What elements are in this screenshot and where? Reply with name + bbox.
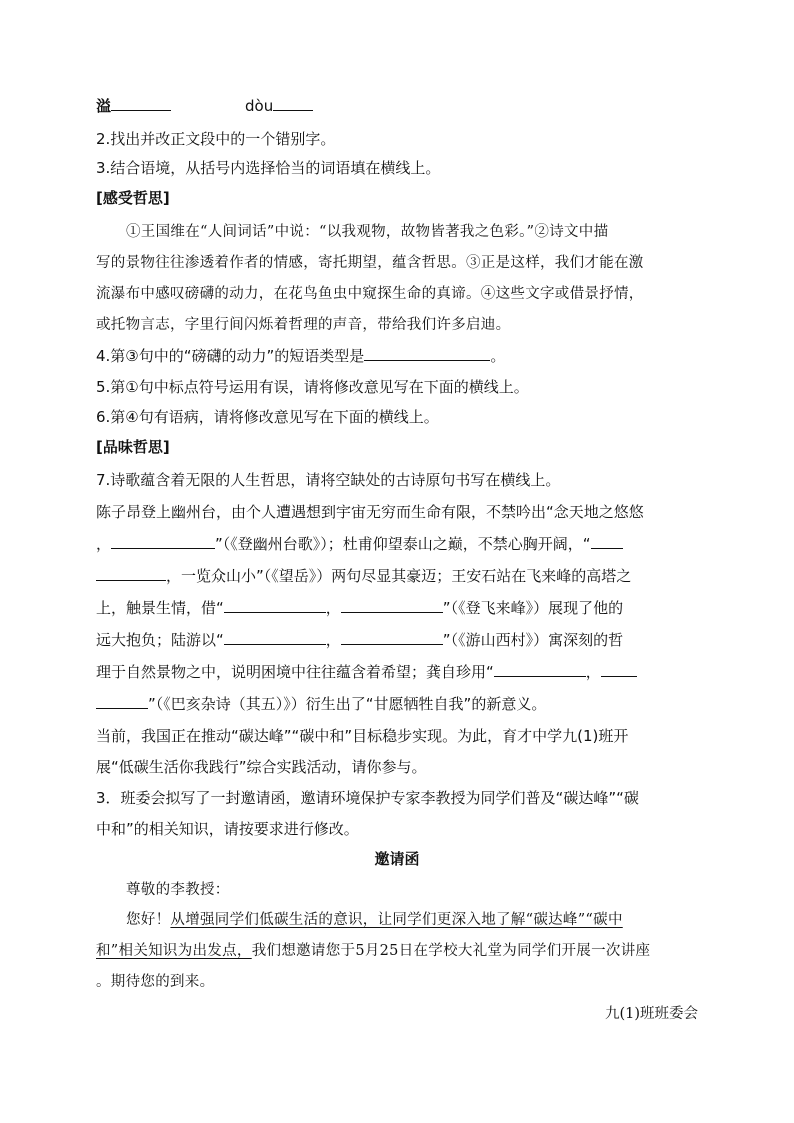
- poem-text: ，: [325, 631, 341, 649]
- letter-underlined-text: 从增强同学们低碳生活的意识，让同学们更深入地了解“碳达峰”“碳中: [170, 912, 623, 928]
- poem-line: [96, 694, 546, 714]
- letter-underlined-text: 和”相关知识为出发点，: [96, 943, 252, 959]
- letter-body-line: 。期待您的到来。: [96, 974, 215, 990]
- passage-line: 或托物言志，字里行间闪烁着哲理的声音，带给我们许多启迪。: [96, 317, 511, 333]
- poem-line: [96, 598, 623, 618]
- letter-text: 我们想邀请您于5月25日在学校大礼堂为同学们开展一次讲座: [251, 943, 651, 959]
- poem-text: 理于自然景物之中，说明困境中往往蕴含着希望；龚自珍用“: [96, 663, 494, 681]
- question-2: 2.找出并改正文段中的一个错别字。: [96, 130, 336, 148]
- poem-text: ”（《登飞来峰》）展现了他的: [442, 599, 624, 617]
- context-line: 当前，我国正在推动“碳达峰”“碳中和”目标稳步实现。为此，育才中学九(1)班开: [96, 727, 629, 745]
- poem-text: 上，触景生情，借“: [96, 599, 224, 617]
- char-answer-blank[interactable]: [111, 96, 171, 111]
- question-4-blank[interactable]: [364, 346, 490, 361]
- question-4-end: 。: [490, 347, 506, 365]
- section-title-feel: [感受哲思]: [96, 189, 170, 207]
- poem-text: ，: [325, 599, 341, 617]
- question-5: 5.第①句中标点符号运用有误，请将修改意见写在下面的横线上。: [96, 378, 529, 396]
- pinyin-answer-blank[interactable]: [273, 96, 313, 111]
- passage-line: ①王国维在“人间词话”中说：“以我观物，故物皆著我之色彩。”②诗文中描: [126, 224, 609, 240]
- context-line: 展“低碳生活你我践行”综合实践活动，请你参与。: [96, 758, 427, 776]
- question-3: 3.结合语境，从括号内选择恰当的词语填在横线上。: [96, 159, 441, 177]
- poem-blank[interactable]: [591, 534, 623, 549]
- question-3b-line: 3．班委会拟写了一封邀请函，邀请环境保护专家李教授为同学们普及“碳达峰”“碳: [96, 789, 639, 807]
- letter-signature: 九(1)班班委会: [604, 1006, 698, 1022]
- poem-text: ，: [585, 663, 601, 681]
- question-3b-line: 中和”的相关知识，请按要求进行修改。: [96, 820, 359, 838]
- poem-text: ”（《巴亥杂诗（其五）》）衍生出了“甘愿牺牲自我”的新意义。: [148, 695, 547, 713]
- poem-text: 远大抱负；陆游以“: [96, 631, 224, 649]
- poem-blank[interactable]: [601, 662, 637, 677]
- poem-line: 陈子昂登上幽州台，由个人遭遇想到宇宙无穷而生命有限，不禁吟出“念天地之悠悠: [96, 503, 644, 521]
- question-4: [96, 346, 505, 366]
- poem-line: [96, 630, 623, 650]
- poem-blank[interactable]: [341, 598, 443, 613]
- poem-line: [96, 566, 631, 586]
- poem-blank[interactable]: [111, 534, 215, 549]
- poem-text: ”（《游山西村》）寓深刻的哲: [442, 631, 624, 649]
- poem-blank[interactable]: [224, 630, 326, 645]
- question-7: 7.诗歌蕴含着无限的人生哲思，请将空缺处的古诗原句书写在横线上。: [96, 471, 561, 489]
- poem-blank[interactable]: [96, 566, 166, 581]
- letter-salutation: 尊敬的李教授：: [126, 882, 230, 898]
- poem-blank[interactable]: [96, 694, 148, 709]
- passage-line: 流瀑布中感叹磅礴的动力，在花鸟鱼虫中窥探生命的真谛。④这些文字或借景抒情，: [96, 286, 644, 302]
- letter-body-line: [126, 910, 623, 930]
- poem-blank[interactable]: [224, 598, 326, 613]
- pinyin-fill-line: [96, 96, 313, 116]
- letter-text: 您好！: [126, 912, 171, 928]
- question-6: 6.第④句有语病，请将修改意见写在下面的横线上。: [96, 408, 439, 426]
- letter-title: 邀请函: [374, 850, 420, 868]
- poem-blank[interactable]: [341, 630, 443, 645]
- poem-text: ，: [96, 535, 112, 553]
- passage-line: 写的景物往往渗透着作者的情感，寄托期望，蕴含哲思。③正是这样，我们才能在激: [96, 255, 644, 271]
- question-4-text: 4.第③句中的“磅礴的动力”的短语类型是: [96, 347, 365, 365]
- poem-text: ，一览众山小”（《望岳》）两句尽显其豪迈；王安石站在飞来峰的高塔之: [166, 567, 632, 585]
- section-title-taste: [品味哲思]: [96, 438, 170, 456]
- poem-line: [96, 662, 637, 682]
- char-label: 溢: [96, 97, 112, 115]
- poem-line: [96, 534, 623, 554]
- poem-blank[interactable]: [494, 662, 586, 677]
- poem-text: ”（《登幽州台歌》）；杜甫仰望泰山之巅，不禁心胸开阔，“: [215, 535, 591, 553]
- letter-body-line: [96, 941, 650, 961]
- pinyin-label: dòu: [245, 97, 274, 115]
